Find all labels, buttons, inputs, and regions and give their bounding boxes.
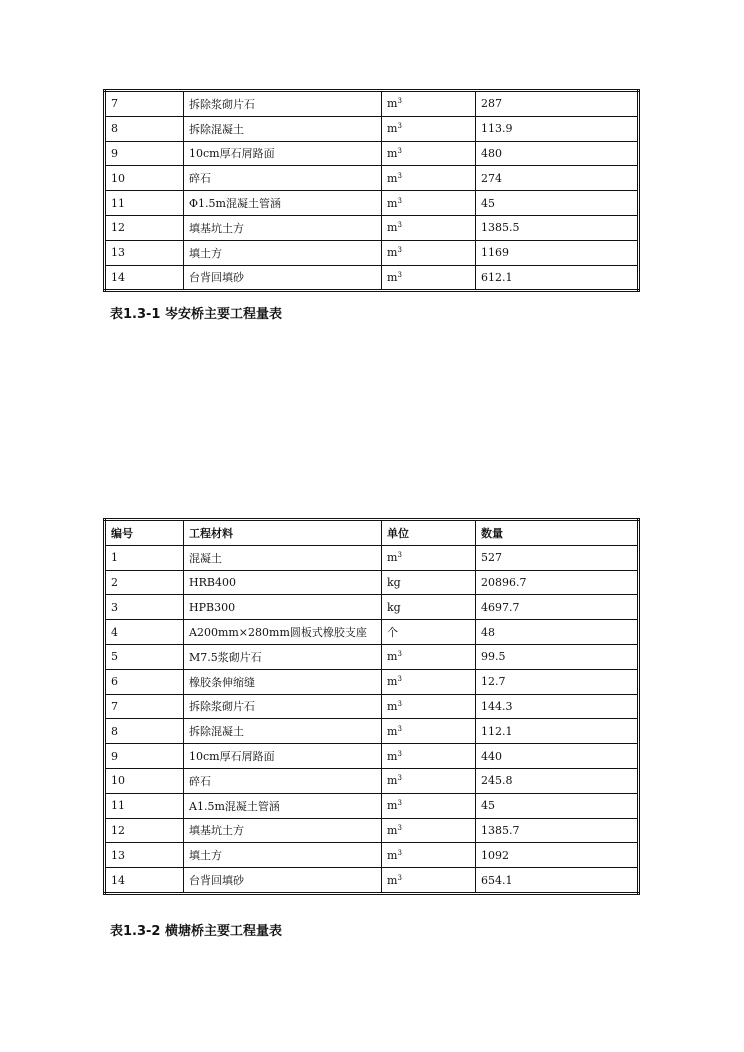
row-number: 7 — [105, 694, 184, 719]
table-row — [105, 141, 639, 166]
unit-superscript: 3 — [397, 650, 402, 659]
row-item: 10cm厚石屑路面 — [184, 744, 382, 769]
unit-text: m — [387, 551, 398, 565]
table-row — [105, 215, 639, 240]
unit-superscript: 3 — [397, 551, 402, 560]
row-unit — [382, 240, 476, 265]
unit-superscript: 3 — [397, 270, 402, 279]
row-unit — [382, 166, 476, 191]
row-number: 3 — [105, 595, 184, 620]
table-row — [105, 694, 639, 719]
row-quantity: 144.3 — [476, 694, 639, 719]
header-item: 工程材料 — [184, 520, 382, 546]
unit-text: 个 — [387, 626, 398, 640]
table-row — [105, 91, 639, 117]
table-header-row — [105, 520, 639, 546]
row-quantity: 112.1 — [476, 719, 639, 744]
row-number: 2 — [105, 570, 184, 595]
row-number: 9 — [105, 141, 184, 166]
row-unit — [382, 868, 476, 894]
row-item: 拆除浆砌片石 — [184, 91, 382, 117]
table-row — [105, 545, 639, 570]
quantity-table-2 — [103, 518, 640, 895]
unit-superscript: 3 — [397, 246, 402, 255]
row-quantity: 527 — [476, 545, 639, 570]
row-quantity: 612.1 — [476, 265, 639, 291]
unit-superscript: 3 — [397, 122, 402, 131]
table-row — [105, 768, 639, 793]
unit-superscript: 3 — [397, 799, 402, 808]
row-quantity: 440 — [476, 744, 639, 769]
unit-text: m — [387, 675, 398, 689]
unit-superscript: 3 — [397, 171, 402, 180]
table-row — [105, 620, 639, 645]
table1-body — [105, 91, 639, 291]
table-row — [105, 570, 639, 595]
row-unit — [382, 694, 476, 719]
table2-caption: 表1.3-2 横塘桥主要工程量表 — [110, 924, 282, 939]
unit-text: m — [387, 774, 398, 788]
row-unit — [382, 191, 476, 216]
table-row — [105, 644, 639, 669]
row-item: 填土方 — [184, 240, 382, 265]
unit-superscript: 3 — [397, 196, 402, 205]
row-unit — [382, 843, 476, 868]
row-number: 11 — [105, 191, 184, 216]
row-quantity: 1385.7 — [476, 818, 639, 843]
unit-text: m — [387, 749, 398, 763]
row-item: A200mm×280mm圆板式橡胶支座 — [184, 620, 382, 645]
row-item: 混凝土 — [184, 545, 382, 570]
unit-text: m — [387, 873, 398, 887]
row-item: A1.5m混凝土管涵 — [184, 793, 382, 818]
row-number: 1 — [105, 545, 184, 570]
unit-superscript: 3 — [397, 675, 402, 684]
unit-text: m — [387, 246, 398, 260]
unit-text: kg — [387, 575, 401, 589]
unit-superscript: 3 — [397, 873, 402, 882]
row-quantity: 113.9 — [476, 116, 639, 141]
row-quantity: 480 — [476, 141, 639, 166]
row-unit — [382, 141, 476, 166]
row-number: 6 — [105, 669, 184, 694]
row-item: HPB300 — [184, 595, 382, 620]
table-row — [105, 719, 639, 744]
row-unit — [382, 545, 476, 570]
row-quantity: 12.7 — [476, 669, 639, 694]
row-unit — [382, 768, 476, 793]
unit-text: m — [387, 650, 398, 664]
unit-superscript: 3 — [397, 97, 402, 106]
row-unit — [382, 595, 476, 620]
row-quantity: 45 — [476, 793, 639, 818]
row-item: 碎石 — [184, 166, 382, 191]
row-unit — [382, 215, 476, 240]
unit-text: m — [387, 146, 398, 160]
unit-superscript: 3 — [397, 823, 402, 832]
unit-text: m — [387, 97, 398, 111]
row-item: 填土方 — [184, 843, 382, 868]
table-row — [105, 868, 639, 894]
row-unit — [382, 669, 476, 694]
row-item: 拆除混凝土 — [184, 116, 382, 141]
unit-text: m — [387, 221, 398, 235]
row-unit — [382, 793, 476, 818]
row-item: 碎石 — [184, 768, 382, 793]
row-quantity: 287 — [476, 91, 639, 117]
row-quantity: 1092 — [476, 843, 639, 868]
unit-text: m — [387, 724, 398, 738]
table-row — [105, 744, 639, 769]
table-row — [105, 669, 639, 694]
header-no: 编号 — [105, 520, 184, 546]
row-item: Φ1.5m混凝土管涵 — [184, 191, 382, 216]
unit-superscript: 3 — [397, 848, 402, 857]
row-quantity: 245.8 — [476, 768, 639, 793]
table-row — [105, 265, 639, 291]
row-item: M7.5浆砌片石 — [184, 644, 382, 669]
row-quantity: 99.5 — [476, 644, 639, 669]
unit-text: kg — [387, 600, 401, 614]
row-unit — [382, 116, 476, 141]
row-item: 台背回填砂 — [184, 265, 382, 291]
row-number: 14 — [105, 868, 184, 894]
unit-text: m — [387, 699, 398, 713]
row-item: 填基坑土方 — [184, 215, 382, 240]
row-quantity: 654.1 — [476, 868, 639, 894]
table1-caption: 表1.3-1 岑安桥主要工程量表 — [110, 307, 282, 322]
row-number: 10 — [105, 768, 184, 793]
table-row — [105, 818, 639, 843]
unit-text: m — [387, 171, 398, 185]
row-number: 13 — [105, 843, 184, 868]
row-unit — [382, 620, 476, 645]
table-row — [105, 843, 639, 868]
row-quantity: 20896.7 — [476, 570, 639, 595]
row-item: 橡胶条伸缩缝 — [184, 669, 382, 694]
row-quantity: 1169 — [476, 240, 639, 265]
row-number: 14 — [105, 265, 184, 291]
row-number: 8 — [105, 116, 184, 141]
row-quantity: 45 — [476, 191, 639, 216]
row-unit — [382, 265, 476, 291]
unit-text: m — [387, 848, 398, 862]
row-quantity: 4697.7 — [476, 595, 639, 620]
unit-superscript: 3 — [397, 749, 402, 758]
row-unit — [382, 719, 476, 744]
row-unit — [382, 744, 476, 769]
row-quantity: 1385.5 — [476, 215, 639, 240]
unit-superscript: 3 — [397, 774, 402, 783]
row-quantity: 274 — [476, 166, 639, 191]
header-unit: 单位 — [382, 520, 476, 546]
row-item: 填基坑土方 — [184, 818, 382, 843]
row-unit — [382, 91, 476, 117]
row-number: 13 — [105, 240, 184, 265]
unit-superscript: 3 — [397, 724, 402, 733]
quantity-table-1 — [103, 89, 640, 292]
unit-superscript: 3 — [397, 221, 402, 230]
unit-text: m — [387, 799, 398, 813]
unit-text: m — [387, 122, 398, 136]
row-unit — [382, 570, 476, 595]
unit-text: m — [387, 270, 398, 284]
row-number: 12 — [105, 215, 184, 240]
row-quantity: 48 — [476, 620, 639, 645]
row-number: 5 — [105, 644, 184, 669]
row-unit — [382, 644, 476, 669]
table-row — [105, 793, 639, 818]
table-row — [105, 595, 639, 620]
row-number: 7 — [105, 91, 184, 117]
row-number: 12 — [105, 818, 184, 843]
row-number: 4 — [105, 620, 184, 645]
table-row — [105, 240, 639, 265]
table-row — [105, 116, 639, 141]
row-number: 11 — [105, 793, 184, 818]
unit-superscript: 3 — [397, 146, 402, 155]
unit-text: m — [387, 823, 398, 837]
table-row — [105, 166, 639, 191]
row-unit — [382, 818, 476, 843]
header-qty: 数量 — [476, 520, 639, 546]
unit-superscript: 3 — [397, 699, 402, 708]
row-item: 拆除浆砌片石 — [184, 694, 382, 719]
table2-body — [105, 520, 639, 894]
unit-text: m — [387, 196, 398, 210]
row-item: 台背回填砂 — [184, 868, 382, 894]
row-number: 10 — [105, 166, 184, 191]
row-number: 9 — [105, 744, 184, 769]
table-row — [105, 191, 639, 216]
row-item: 10cm厚石屑路面 — [184, 141, 382, 166]
row-item: HRB400 — [184, 570, 382, 595]
row-item: 拆除混凝土 — [184, 719, 382, 744]
row-number: 8 — [105, 719, 184, 744]
